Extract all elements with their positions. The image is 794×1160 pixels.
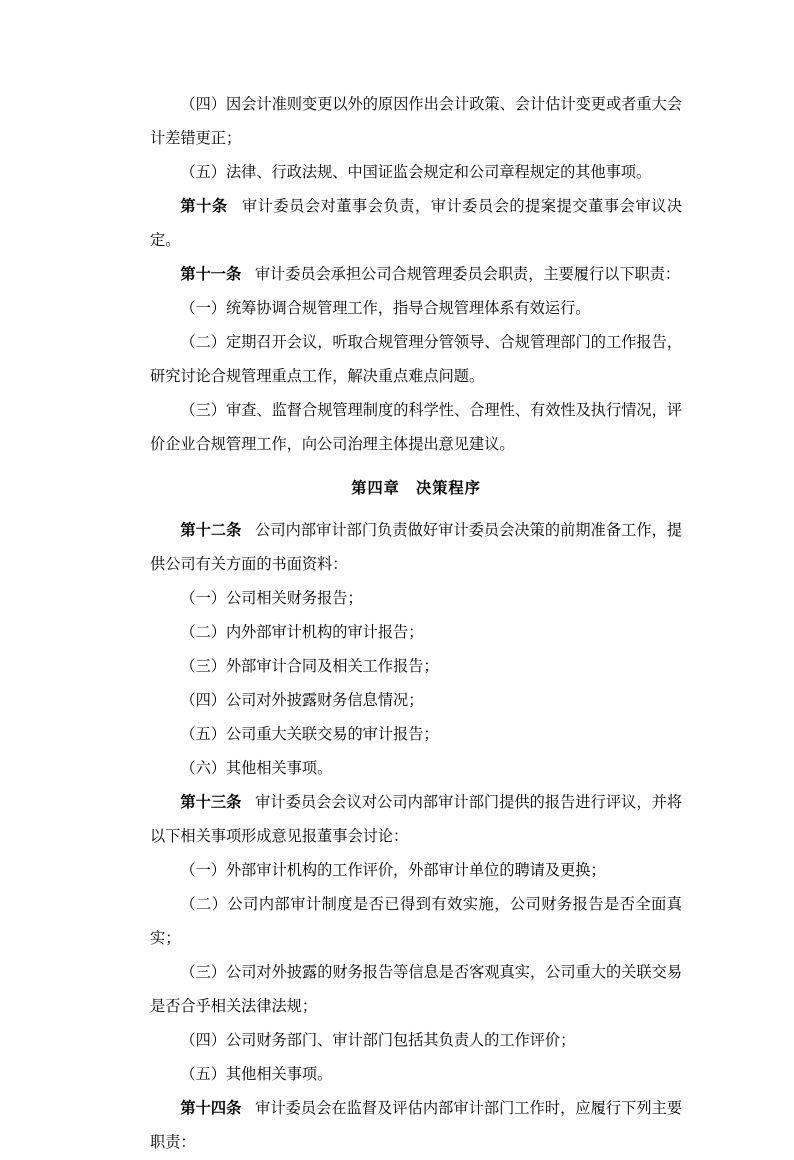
paragraph: （一）公司相关财务报告；	[180, 590, 363, 607]
article-text: 审计委员会承担公司合规管理委员会职责，主要履行以下职责：	[254, 266, 681, 283]
article-paragraph	[150, 258, 682, 292]
paragraph: （二）内外部审计机构的审计报告；	[180, 624, 424, 641]
article-label: 第十二条	[180, 522, 242, 539]
article-text: 审计委员会对董事会负责，审计委员会的提案提交董事会审议决定。	[150, 198, 683, 249]
paragraph: （五）公司重大关联交易的审计报告；	[180, 726, 439, 743]
article-paragraph	[150, 786, 682, 854]
article-text: 审计委员会会议对公司内部审计部门提供的报告进行评议，并将以下相关事项形成意见报董事会讨论：	[150, 794, 683, 845]
article-paragraph	[150, 190, 682, 258]
paragraph: （二）公司内部审计制度是否已得到有效实施，公司财务报告是否全面真实；	[150, 896, 682, 947]
paragraph: （四）因会计准则变更以外的原因作出会计政策、会计估计变更或者重大会计差错更正；	[150, 96, 682, 147]
article-text: 公司内部审计部门负责做好审计委员会决策的前期准备工作，提供公司有关方面的书面资料：	[150, 522, 683, 573]
paragraph: （一）外部审计机构的工作评价，外部审计单位的聘请及更换；	[180, 862, 606, 879]
chapter-heading: 第四章 决策程序	[351, 480, 481, 497]
paragraph: （一）统筹协调合规管理工作，指导合规管理体系有效运行。	[180, 300, 591, 317]
paragraph: （五）其他相关事项。	[180, 1066, 333, 1083]
article-label: 第十一条	[180, 266, 242, 283]
paragraph: （三）审查、监督合规管理制度的科学性、合理性、有效性及执行情况，评价企业合规管理工作，向公司治理主体提出意见建议。	[150, 402, 682, 453]
article-text: 审计委员会在监督及评估内部审计部门工作时，应履行下列主要职责：	[150, 1100, 683, 1151]
article-label: 第十四条	[180, 1100, 242, 1117]
paragraph: （五）法律、行政法规、中国证监会规定和公司章程规定的其他事项。	[180, 164, 652, 181]
paragraph: （四）公司对外披露财务信息情况；	[180, 692, 424, 709]
paragraph: （三）外部审计合同及相关工作报告；	[180, 658, 439, 675]
article-paragraph	[150, 1092, 682, 1160]
article-paragraph	[150, 514, 682, 582]
paragraph: （六）其他相关事项。	[180, 760, 333, 777]
article-label: 第十条	[180, 198, 228, 215]
paragraph: （二）定期召开会议，听取合规管理分管领导、合规管理部门的工作报告，研究讨论合规管理重点工作，解决重点难点问题。	[150, 334, 682, 385]
paragraph: （四）公司财务部门、审计部门包括其负责人的工作评价；	[180, 1032, 576, 1049]
document-body	[150, 88, 682, 1160]
article-label: 第十三条	[180, 794, 242, 811]
paragraph: （三）公司对外披露的财务报告等信息是否客观真实，公司重大的关联交易是否合乎相关法律法规；	[150, 964, 682, 1015]
